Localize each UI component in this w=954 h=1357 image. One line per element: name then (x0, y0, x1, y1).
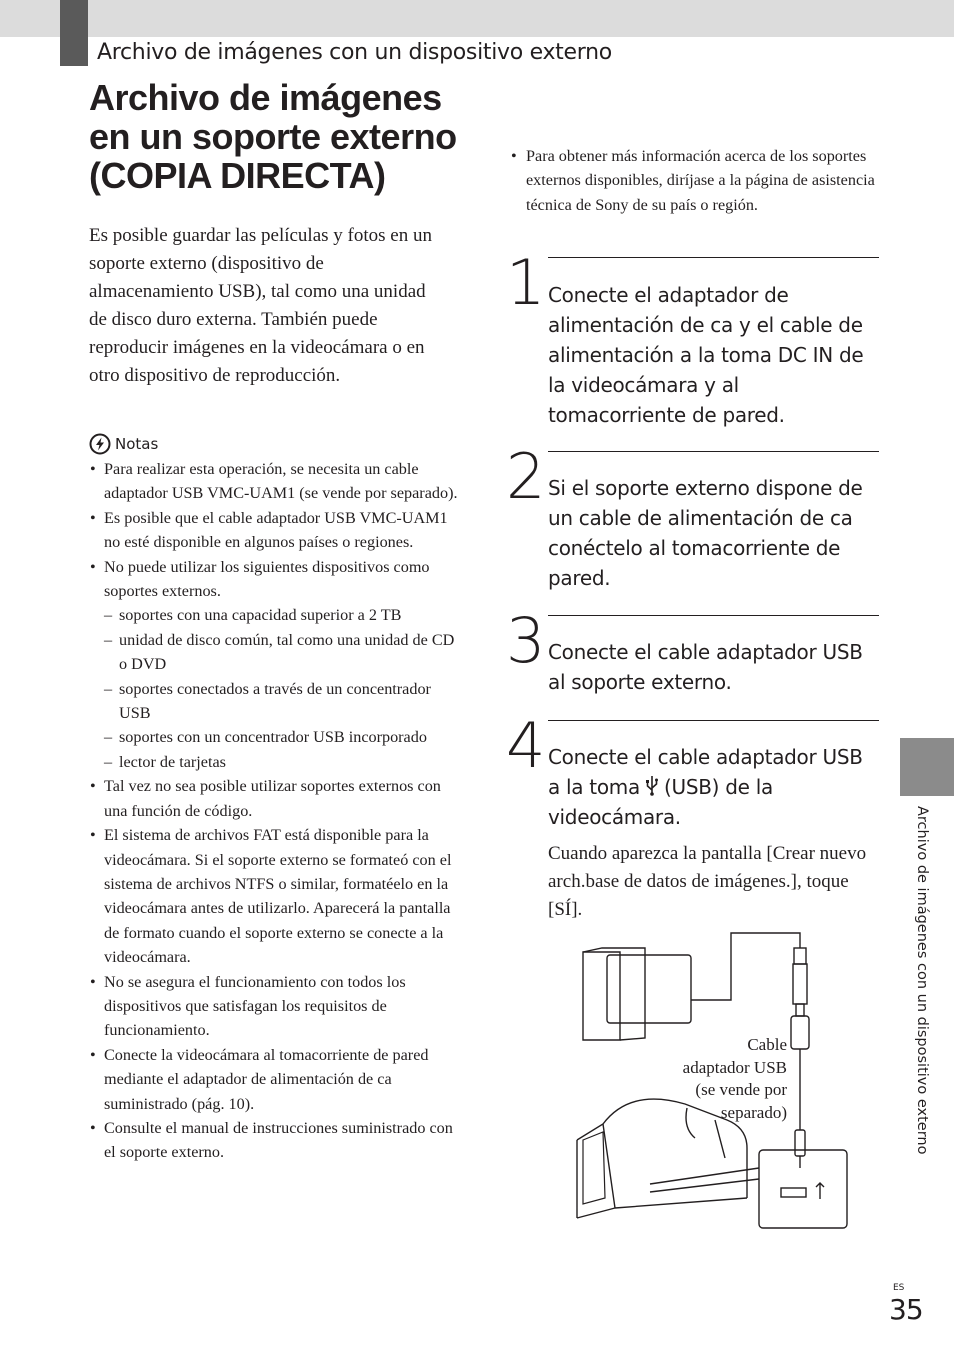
note-sublist (104, 603, 464, 774)
cable-label-line: (se vende por (695, 1080, 787, 1099)
page-title-line: Archivo de imágenes (89, 77, 442, 118)
note-subitem: – unidad de disco común, tal como una unidad de CD o DVD (104, 628, 464, 677)
notes-warning-icon (89, 433, 111, 455)
step-text-part: Conecte el cable adaptador USB a la toma (548, 745, 863, 799)
notes-label: Notas (115, 435, 159, 453)
note-item (89, 555, 464, 775)
header-band (0, 0, 954, 37)
step-text-part: (USB) de la videocámara. (548, 775, 773, 829)
side-tab-block (900, 738, 954, 796)
section-title: Archivo de imágenes con un dispositivo externo (97, 40, 612, 65)
page-title (89, 78, 489, 195)
notes-heading (89, 433, 158, 455)
note-subitem: – soportes con una capacidad superior a 2 TB (104, 603, 464, 627)
note-item-text: No puede utilizar los siguientes dispositivos como soportes externos. (104, 557, 430, 601)
side-tab-label: Archivo de imágenes con un dispositivo externo (914, 806, 930, 1155)
note-item: • Para realizar esta operación, se necesita un cable adaptador USB VMC-UAM1 (se vende por separado). (89, 457, 464, 506)
note-item: • Consulte el manual de instrucciones suministrado con el soporte externo. (89, 1116, 464, 1165)
side-note: • Para obtener más información acerca de los soportes externos disponibles, diríjase a la página de asistencia técnica de Sony de su país o región. (511, 144, 881, 217)
step-text: Conecte el cable adaptador USB al soporte externo. (548, 640, 863, 694)
notes-list (89, 457, 464, 1165)
note-subitem: – soportes con un concentrador USB incorporado (104, 725, 464, 749)
note-item: • El sistema de archivos FAT está disponible para la videocámara. Si el soporte externo se formateó con el sistema de archivos NTFS o similar, formatéelo en la videocámara antes de utilizarlo. Aparecerá la pantalla de formato cuando el soporte externo se conecte a la videocámara. (89, 823, 464, 969)
cable-label-line: separado) (720, 1102, 787, 1122)
note-item: • No se asegura el funcionamiento con todos los dispositivos que satisfagan los requisitos de funcionamiento. (89, 970, 464, 1043)
header-accent-block (60, 0, 88, 66)
step-divider (548, 451, 879, 452)
step-number: 3 (506, 604, 546, 677)
step-number: 1 (506, 246, 546, 319)
note-subitem: – soportes conectados a través de un concentrador USB (104, 677, 464, 726)
cable-label (655, 1034, 787, 1124)
note-item: • Conecte la videocámara al tomacorriente de pared mediante el adaptador de alimentación de ca suministrado (pág. 10). (89, 1043, 464, 1116)
page-title-line: en un soporte externo (89, 116, 457, 157)
note-item: • Tal vez no sea posible utilizar soportes externos con una función de código. (89, 774, 464, 823)
step-text: Si el soporte externo dispone de un cable de alimentación de ca conéctelo al tomacorriente de pared. (548, 476, 863, 590)
step-text: Conecte el adaptador de alimentación de ca y el cable de alimentación a la toma DC IN de la videocámara y al tomacorriente de pared. (548, 283, 864, 427)
step-divider (548, 257, 879, 258)
usb-icon (646, 776, 658, 796)
step-subtext: Cuando aparezca la pantalla [Crear nuevo arch.base de datos de imágenes.], toque [SÍ]. (548, 843, 867, 920)
step-divider (548, 720, 879, 721)
intro-paragraph: Es posible guardar las películas y fotos en un soporte externo (dispositivo de almacenamiento USB), tal como una unidad de disco duro externa. También puede reproducir imágenes en la videocámara o en otro dispositivo de reproducción. (89, 225, 432, 386)
note-item: • Es posible que el cable adaptador USB VMC-UAM1 no esté disponible en algunos países o regiones. (89, 506, 464, 555)
note-subitem: – lector de tarjetas (104, 750, 464, 774)
step-divider (548, 615, 879, 616)
page-title-line: (COPIA DIRECTA) (89, 155, 386, 196)
step-number: 2 (506, 440, 546, 513)
step-number: 4 (506, 709, 546, 782)
step-text (548, 742, 873, 832)
cable-label-line: Cable (747, 1035, 787, 1054)
page-number: 35 (889, 1293, 923, 1326)
cable-label-line: adaptador USB (682, 1057, 787, 1077)
language-code: ES (893, 1283, 905, 1293)
